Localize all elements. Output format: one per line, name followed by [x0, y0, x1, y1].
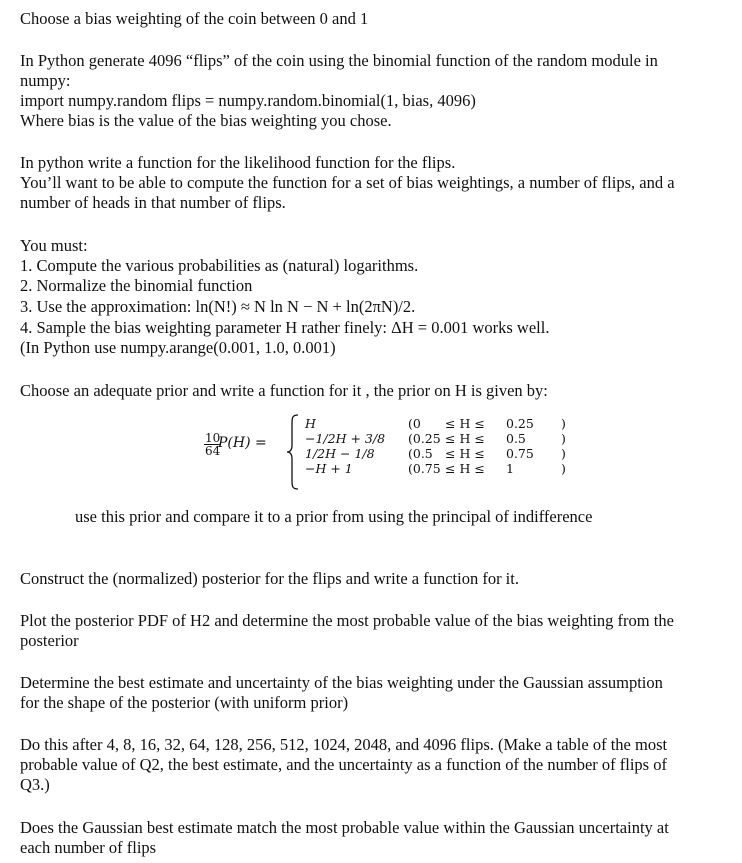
case-2-upper: 0.5 [506, 431, 526, 446]
requirements-heading: You must: [20, 236, 88, 255]
case-1-relation: ≤ H ≤ [445, 416, 485, 431]
case-3-relation: ≤ H ≤ [445, 446, 485, 461]
requirement-4: 4. Sample the bias weighting parameter H rather finely: ΔH = 0.001 works well. [20, 318, 550, 337]
case-2-expr: −1/2H + 3/8 [305, 431, 386, 446]
case-3-expr: 1/2H − 1/8 [305, 446, 375, 461]
fraction-denominator: 64 [205, 444, 221, 458]
case-3-open: (0.5 [408, 446, 433, 461]
instruction-compare-estimates-cont: each number of flips [20, 838, 157, 857]
instruction-generate-flips: In Python generate 4096 “flips” of the coin using the binomial function of the random module in [20, 51, 658, 70]
instruction-gaussian-cont: for the shape of the posterior (with uniform prior) [20, 693, 349, 712]
instruction-flip-counts-end: Q3.) [20, 775, 50, 794]
case-4-relation: ≤ H ≤ [445, 461, 485, 476]
instruction-prior: Choose an adequate prior and write a function for it , the prior on H is given by: [20, 381, 548, 400]
instruction-likelihood-detail-cont: number of heads in that number of flips. [20, 193, 286, 212]
case-4-open: (0.75 [408, 461, 441, 476]
instruction-likelihood: In python write a function for the likelihood function for the flips. [20, 153, 456, 172]
case-1-open: (0 [408, 416, 421, 431]
instruction-generate-flips-cont: numpy: [20, 71, 71, 90]
instruction-plot-posterior-cont: posterior [20, 631, 79, 650]
instruction-flip-counts-cont: probable value of Q2, the best estimate, and the uncertainty as a function of the number of flips of [20, 755, 667, 774]
case-3-upper: 0.75 [506, 446, 534, 461]
instruction-likelihood-detail: You’ll want to be able to compute the function for a set of bias weightings, a number of flips, and a [20, 173, 675, 192]
case-1-close: ) [561, 416, 566, 431]
case-4-close: ) [561, 461, 566, 476]
left-brace-icon [285, 414, 301, 490]
prior-lhs: P(H) = [218, 435, 267, 451]
instruction-gaussian: Determine the best estimate and uncertainty of the bias weighting under the Gaussian assumption [20, 673, 663, 692]
requirement-4-note: (In Python use numpy.arange(0.001, 1.0, 0.001) [20, 338, 336, 357]
requirement-2: 2. Normalize the binomial function [20, 276, 253, 295]
prior-formula [20, 412, 620, 492]
case-2-close: ) [561, 431, 566, 446]
instruction-compare-prior: use this prior and compare it to a prior from using the principal of indifference [75, 507, 593, 526]
case-1-upper: 0.25 [506, 416, 534, 431]
instruction-choose-bias: Choose a bias weighting of the coin between 0 and 1 [20, 9, 369, 28]
case-1-expr: H [305, 416, 316, 431]
instruction-bias-note: Where bias is the value of the bias weighting you chose. [20, 111, 392, 130]
instruction-posterior: Construct the (normalized) posterior for the flips and write a function for it. [20, 569, 519, 588]
instruction-plot-posterior: Plot the posterior PDF of H2 and determine the most probable value of the bias weighting from the [20, 611, 674, 630]
case-4-expr: −H + 1 [305, 461, 353, 476]
case-3-close: ) [561, 446, 566, 461]
code-line-binomial: import numpy.random flips = numpy.random.binomial(1, bias, 4096) [20, 91, 476, 110]
case-2-relation: ≤ H ≤ [445, 431, 485, 446]
case-4-upper: 1 [506, 461, 514, 476]
instruction-compare-estimates: Does the Gaussian best estimate match the most probable value within the Gaussian uncertainty at [20, 818, 669, 837]
instruction-flip-counts: Do this after 4, 8, 16, 32, 64, 128, 256, 512, 1024, 2048, and 4096 flips. (Make a table of the most [20, 735, 668, 754]
fraction-numerator: 10 [205, 431, 221, 445]
requirement-3: 3. Use the approximation: ln(N!) ≈ N ln N − N + ln(2πN)/2. [20, 297, 416, 316]
case-2-open: (0.25 [408, 431, 441, 446]
requirement-1: 1. Compute the various probabilities as (natural) logarithms. [20, 256, 419, 275]
